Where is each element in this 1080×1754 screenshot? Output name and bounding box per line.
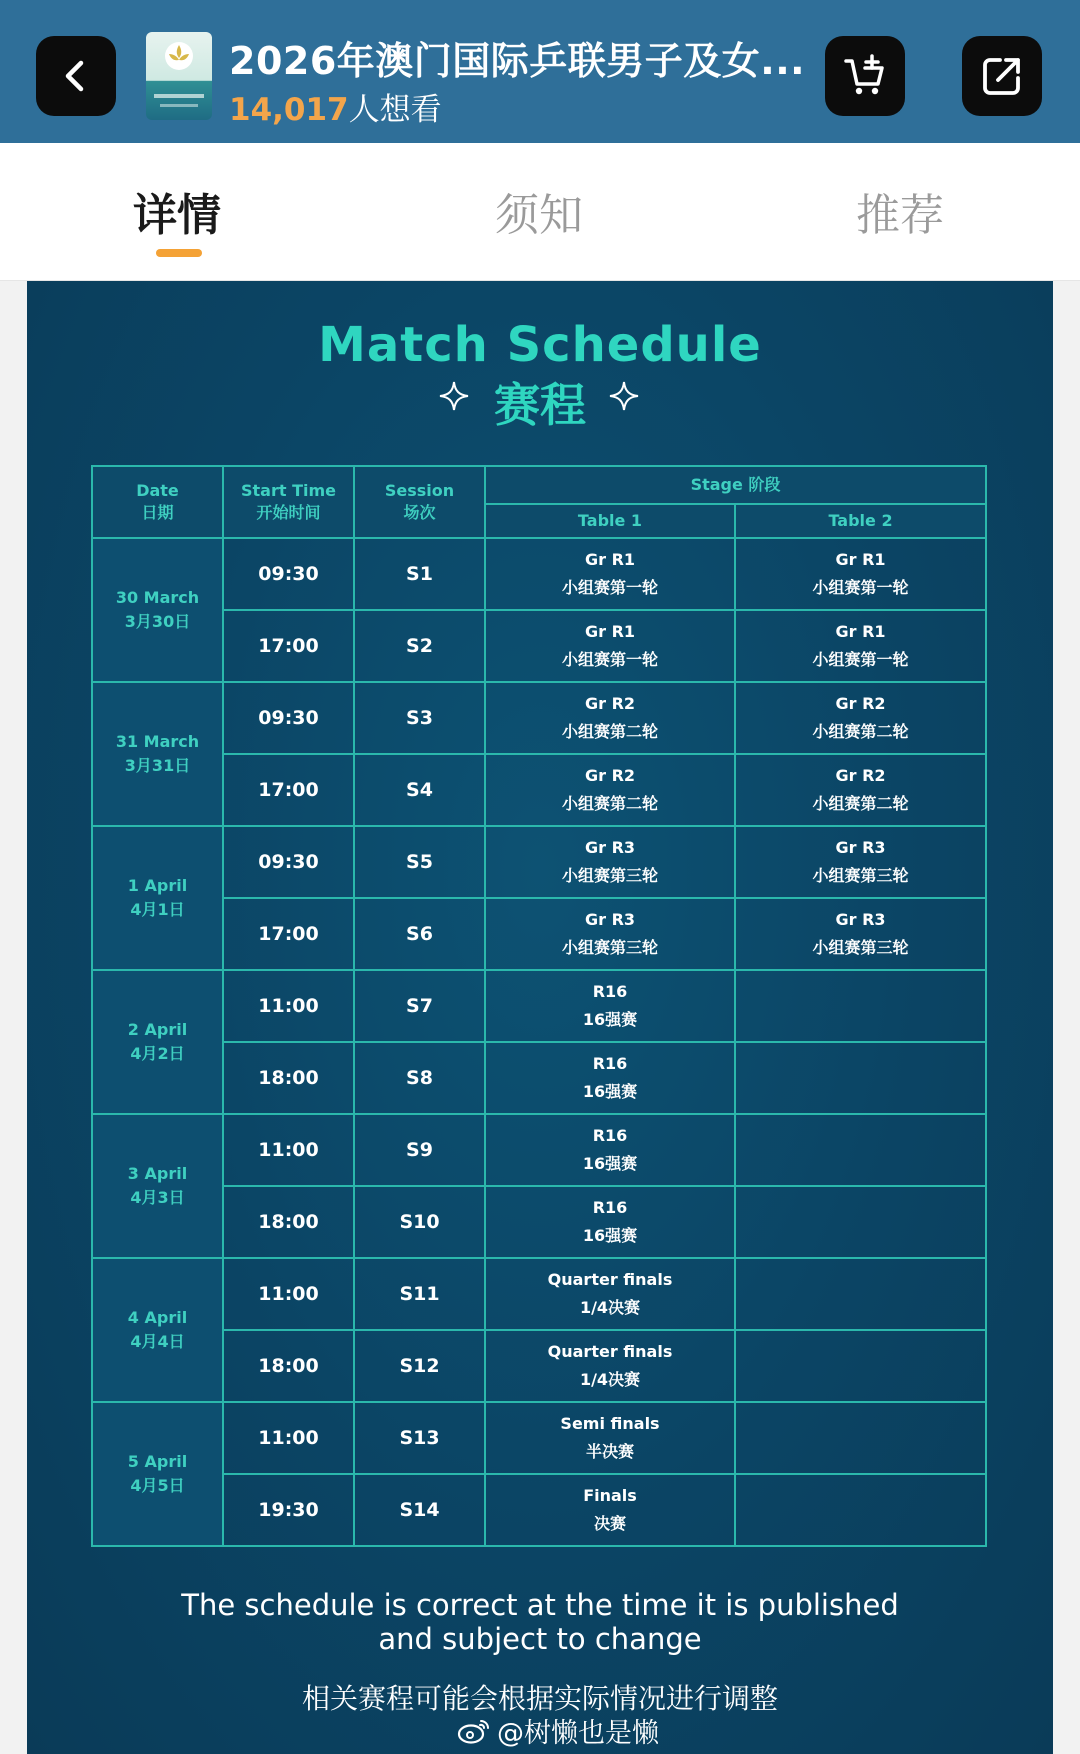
weibo-watermark <box>457 1711 659 1750</box>
schedule-disclaimer-en <box>27 1588 1053 1656</box>
start-time-cell: 09:30 <box>223 826 354 898</box>
table-2-stage-cell <box>735 1474 986 1546</box>
stage-en: Gr R2 <box>835 766 886 785</box>
stage-en: R16 <box>592 1198 628 1217</box>
stage-zh: 16强赛 <box>582 1226 638 1245</box>
start-time-cell: 11:00 <box>223 1114 354 1186</box>
header-time-zh: 开始时间 <box>256 503 321 522</box>
stage-en: Gr R3 <box>835 838 886 857</box>
table-1-stage-cell <box>485 1330 735 1402</box>
date-cell <box>92 970 223 1114</box>
stage-zh: 小组赛第三轮 <box>812 866 909 885</box>
table-row <box>92 682 986 754</box>
table-2-stage-cell <box>735 682 986 754</box>
cart-plus-icon <box>841 52 889 100</box>
table-2-stage-cell <box>735 1114 986 1186</box>
start-time-cell: 18:00 <box>223 1186 354 1258</box>
stage-zh: 小组赛第三轮 <box>561 866 658 885</box>
session-cell: S10 <box>354 1186 485 1258</box>
stage-en: Finals <box>583 1486 637 1505</box>
date-en: 30 March <box>115 588 200 607</box>
want-to-see-count <box>229 84 442 129</box>
table-1-stage-cell <box>485 1114 735 1186</box>
table-2-stage-cell <box>735 970 986 1042</box>
table-1-stage-cell <box>485 1042 735 1114</box>
table-row <box>92 1402 986 1474</box>
session-cell: S3 <box>354 682 485 754</box>
stage-en: Quarter finals <box>547 1342 673 1361</box>
stage-zh: 小组赛第二轮 <box>812 722 909 741</box>
stage-en: Gr R3 <box>584 910 636 929</box>
stage-zh: 16强赛 <box>582 1082 638 1101</box>
schedule-body <box>92 538 986 1546</box>
stage-en: Gr R1 <box>584 550 636 569</box>
stage-zh: 1/4决赛 <box>579 1370 641 1389</box>
date-zh: 3月30日 <box>124 612 191 631</box>
header-session-en: Session <box>384 481 455 500</box>
table-1-stage-cell <box>485 898 735 970</box>
table-1-stage-cell <box>485 1186 735 1258</box>
stage-zh: 1/4决赛 <box>579 1298 641 1317</box>
table-row <box>92 1474 986 1546</box>
session-cell: S2 <box>354 610 485 682</box>
poster-title: Match Schedule <box>318 317 762 373</box>
stage-en: R16 <box>592 1126 628 1145</box>
date-zh: 4月1日 <box>130 900 185 919</box>
schedule-poster-image[interactable] <box>27 281 1053 1754</box>
session-cell: S1 <box>354 538 485 610</box>
header-session <box>354 466 485 538</box>
start-time-cell: 18:00 <box>223 1330 354 1402</box>
table-1-stage-cell <box>485 1258 735 1330</box>
table-2-stage-cell <box>735 1042 986 1114</box>
table-row <box>92 898 986 970</box>
table-2-stage-cell <box>735 898 986 970</box>
header-stage: Stage 阶段 <box>485 466 986 504</box>
start-time-cell: 09:30 <box>223 538 354 610</box>
disclaimer-en-line-1: The schedule is correct at the time it is published <box>181 1588 899 1622</box>
start-time-cell: 17:00 <box>223 610 354 682</box>
date-zh: 3月31日 <box>124 756 191 775</box>
table-row <box>92 754 986 826</box>
header-table-1: Table 1 <box>485 504 735 538</box>
stage-zh: 小组赛第二轮 <box>812 794 909 813</box>
table-1-stage-cell <box>485 970 735 1042</box>
share-button[interactable] <box>962 36 1042 116</box>
session-cell: S13 <box>354 1402 485 1474</box>
table-1-stage-cell <box>485 610 735 682</box>
table-row <box>92 1258 986 1330</box>
active-tab-indicator <box>156 249 202 257</box>
back-chevron-icon <box>56 56 96 96</box>
event-title[interactable]: 2026年澳门国际乒联男子及女... <box>229 39 806 83</box>
table-1-stage-cell <box>485 682 735 754</box>
table-1-stage-cell <box>485 538 735 610</box>
start-time-cell: 17:00 <box>223 754 354 826</box>
stage-en: Gr R1 <box>835 622 886 641</box>
session-cell: S4 <box>354 754 485 826</box>
schedule-disclaimer-zh: 相关赛程可能会根据实际情况进行调整 <box>301 1682 778 1715</box>
table-2-stage-cell <box>735 610 986 682</box>
table-row <box>92 1186 986 1258</box>
stage-zh: 小组赛第一轮 <box>812 578 909 597</box>
app-header <box>0 0 1080 143</box>
date-zh: 4月3日 <box>130 1188 185 1207</box>
schedule-table <box>91 465 987 1547</box>
header-date <box>92 466 223 538</box>
stage-zh: 小组赛第一轮 <box>561 578 658 597</box>
header-date-en: Date <box>136 481 179 500</box>
sparkle-icon <box>609 381 639 411</box>
stage-en: Gr R1 <box>835 550 886 569</box>
session-cell: S7 <box>354 970 485 1042</box>
stage-zh: 半决赛 <box>585 1442 634 1461</box>
stage-zh: 小组赛第三轮 <box>561 938 658 957</box>
table-1-stage-cell <box>485 1402 735 1474</box>
tab-recommend[interactable]: 推荐 <box>856 190 944 241</box>
stage-en: Gr R2 <box>584 694 636 713</box>
session-cell: S9 <box>354 1114 485 1186</box>
date-zh: 4月4日 <box>130 1332 185 1351</box>
start-time-cell: 09:30 <box>223 682 354 754</box>
thumbnail-text-line <box>160 104 198 107</box>
session-cell: S12 <box>354 1330 485 1402</box>
table-row <box>92 538 986 610</box>
tab-notice[interactable]: 须知 <box>495 190 583 241</box>
stage-en: R16 <box>592 1054 628 1073</box>
session-cell: S8 <box>354 1042 485 1114</box>
table-1-stage-cell <box>485 826 735 898</box>
table-row <box>92 610 986 682</box>
watermark-text: @树懒也是懒 <box>497 1718 659 1749</box>
date-cell <box>92 682 223 826</box>
table-2-stage-cell <box>735 538 986 610</box>
table-row <box>92 1330 986 1402</box>
start-time-cell: 17:00 <box>223 898 354 970</box>
stage-en: Gr R3 <box>584 838 636 857</box>
add-to-cart-button[interactable] <box>825 36 905 116</box>
stage-en: Gr R2 <box>835 694 886 713</box>
stage-zh: 小组赛第二轮 <box>561 794 658 813</box>
table-2-stage-cell <box>735 1186 986 1258</box>
stage-zh: 小组赛第一轮 <box>812 650 909 669</box>
stage-en: Gr R1 <box>584 622 636 641</box>
session-cell: S5 <box>354 826 485 898</box>
table-1-stage-cell <box>485 754 735 826</box>
table-2-stage-cell <box>735 754 986 826</box>
stage-zh: 小组赛第一轮 <box>561 650 658 669</box>
stage-en: Quarter finals <box>547 1270 673 1289</box>
stage-zh: 小组赛第二轮 <box>561 722 658 741</box>
poster-subtitle: 赛程 <box>494 378 586 432</box>
lotus-logo-icon <box>163 40 195 72</box>
stage-zh: 16强赛 <box>582 1154 638 1173</box>
table-row <box>92 1042 986 1114</box>
header-time-en: Start Time <box>241 481 336 500</box>
header-session-zh: 场次 <box>403 503 436 522</box>
session-cell: S14 <box>354 1474 485 1546</box>
table-2-stage-cell <box>735 826 986 898</box>
stage-zh: 16强赛 <box>582 1010 638 1029</box>
header-table-2: Table 2 <box>735 504 986 538</box>
date-zh: 4月2日 <box>130 1044 185 1063</box>
start-time-cell: 19:30 <box>223 1474 354 1546</box>
thumbnail-text-line <box>154 94 204 98</box>
date-en: 31 March <box>115 732 200 751</box>
date-cell <box>92 1402 223 1546</box>
date-en: 1 April <box>127 876 188 895</box>
header-start-time <box>223 466 354 538</box>
date-cell <box>92 1114 223 1258</box>
event-thumbnail[interactable] <box>146 32 212 120</box>
session-cell: S6 <box>354 898 485 970</box>
header-date-zh: 日期 <box>141 503 174 522</box>
table-2-stage-cell <box>735 1258 986 1330</box>
want-count-label: 人想看 <box>348 92 442 128</box>
table-2-stage-cell <box>735 1402 986 1474</box>
table-1-stage-cell <box>485 1474 735 1546</box>
stage-en: Gr R2 <box>584 766 636 785</box>
weibo-icon <box>457 1717 491 1745</box>
date-en: 2 April <box>127 1020 188 1039</box>
date-zh: 4月5日 <box>130 1476 185 1495</box>
date-en: 3 April <box>127 1164 188 1183</box>
stage-en: Semi finals <box>560 1414 660 1433</box>
start-time-cell: 11:00 <box>223 970 354 1042</box>
date-cell <box>92 538 223 682</box>
stage-zh: 决赛 <box>593 1514 626 1533</box>
stage-en: Gr R3 <box>835 910 886 929</box>
date-en: 4 April <box>127 1308 188 1327</box>
tab-details[interactable]: 详情 <box>133 190 221 241</box>
table-row <box>92 826 986 898</box>
tab-bar <box>0 143 1080 281</box>
table-row <box>92 1114 986 1186</box>
date-cell <box>92 1258 223 1402</box>
start-time-cell: 18:00 <box>223 1042 354 1114</box>
disclaimer-en-line-2: and subject to change <box>378 1622 702 1656</box>
session-cell: S11 <box>354 1258 485 1330</box>
start-time-cell: 11:00 <box>223 1402 354 1474</box>
share-external-icon <box>978 52 1026 100</box>
table-2-stage-cell <box>735 1330 986 1402</box>
want-count-number: 14,017 <box>229 92 349 128</box>
table-row <box>92 970 986 1042</box>
back-button[interactable] <box>36 36 116 116</box>
stage-en: R16 <box>592 982 628 1001</box>
start-time-cell: 11:00 <box>223 1258 354 1330</box>
stage-zh: 小组赛第三轮 <box>812 938 909 957</box>
date-en: 5 April <box>127 1452 188 1471</box>
date-cell <box>92 826 223 970</box>
